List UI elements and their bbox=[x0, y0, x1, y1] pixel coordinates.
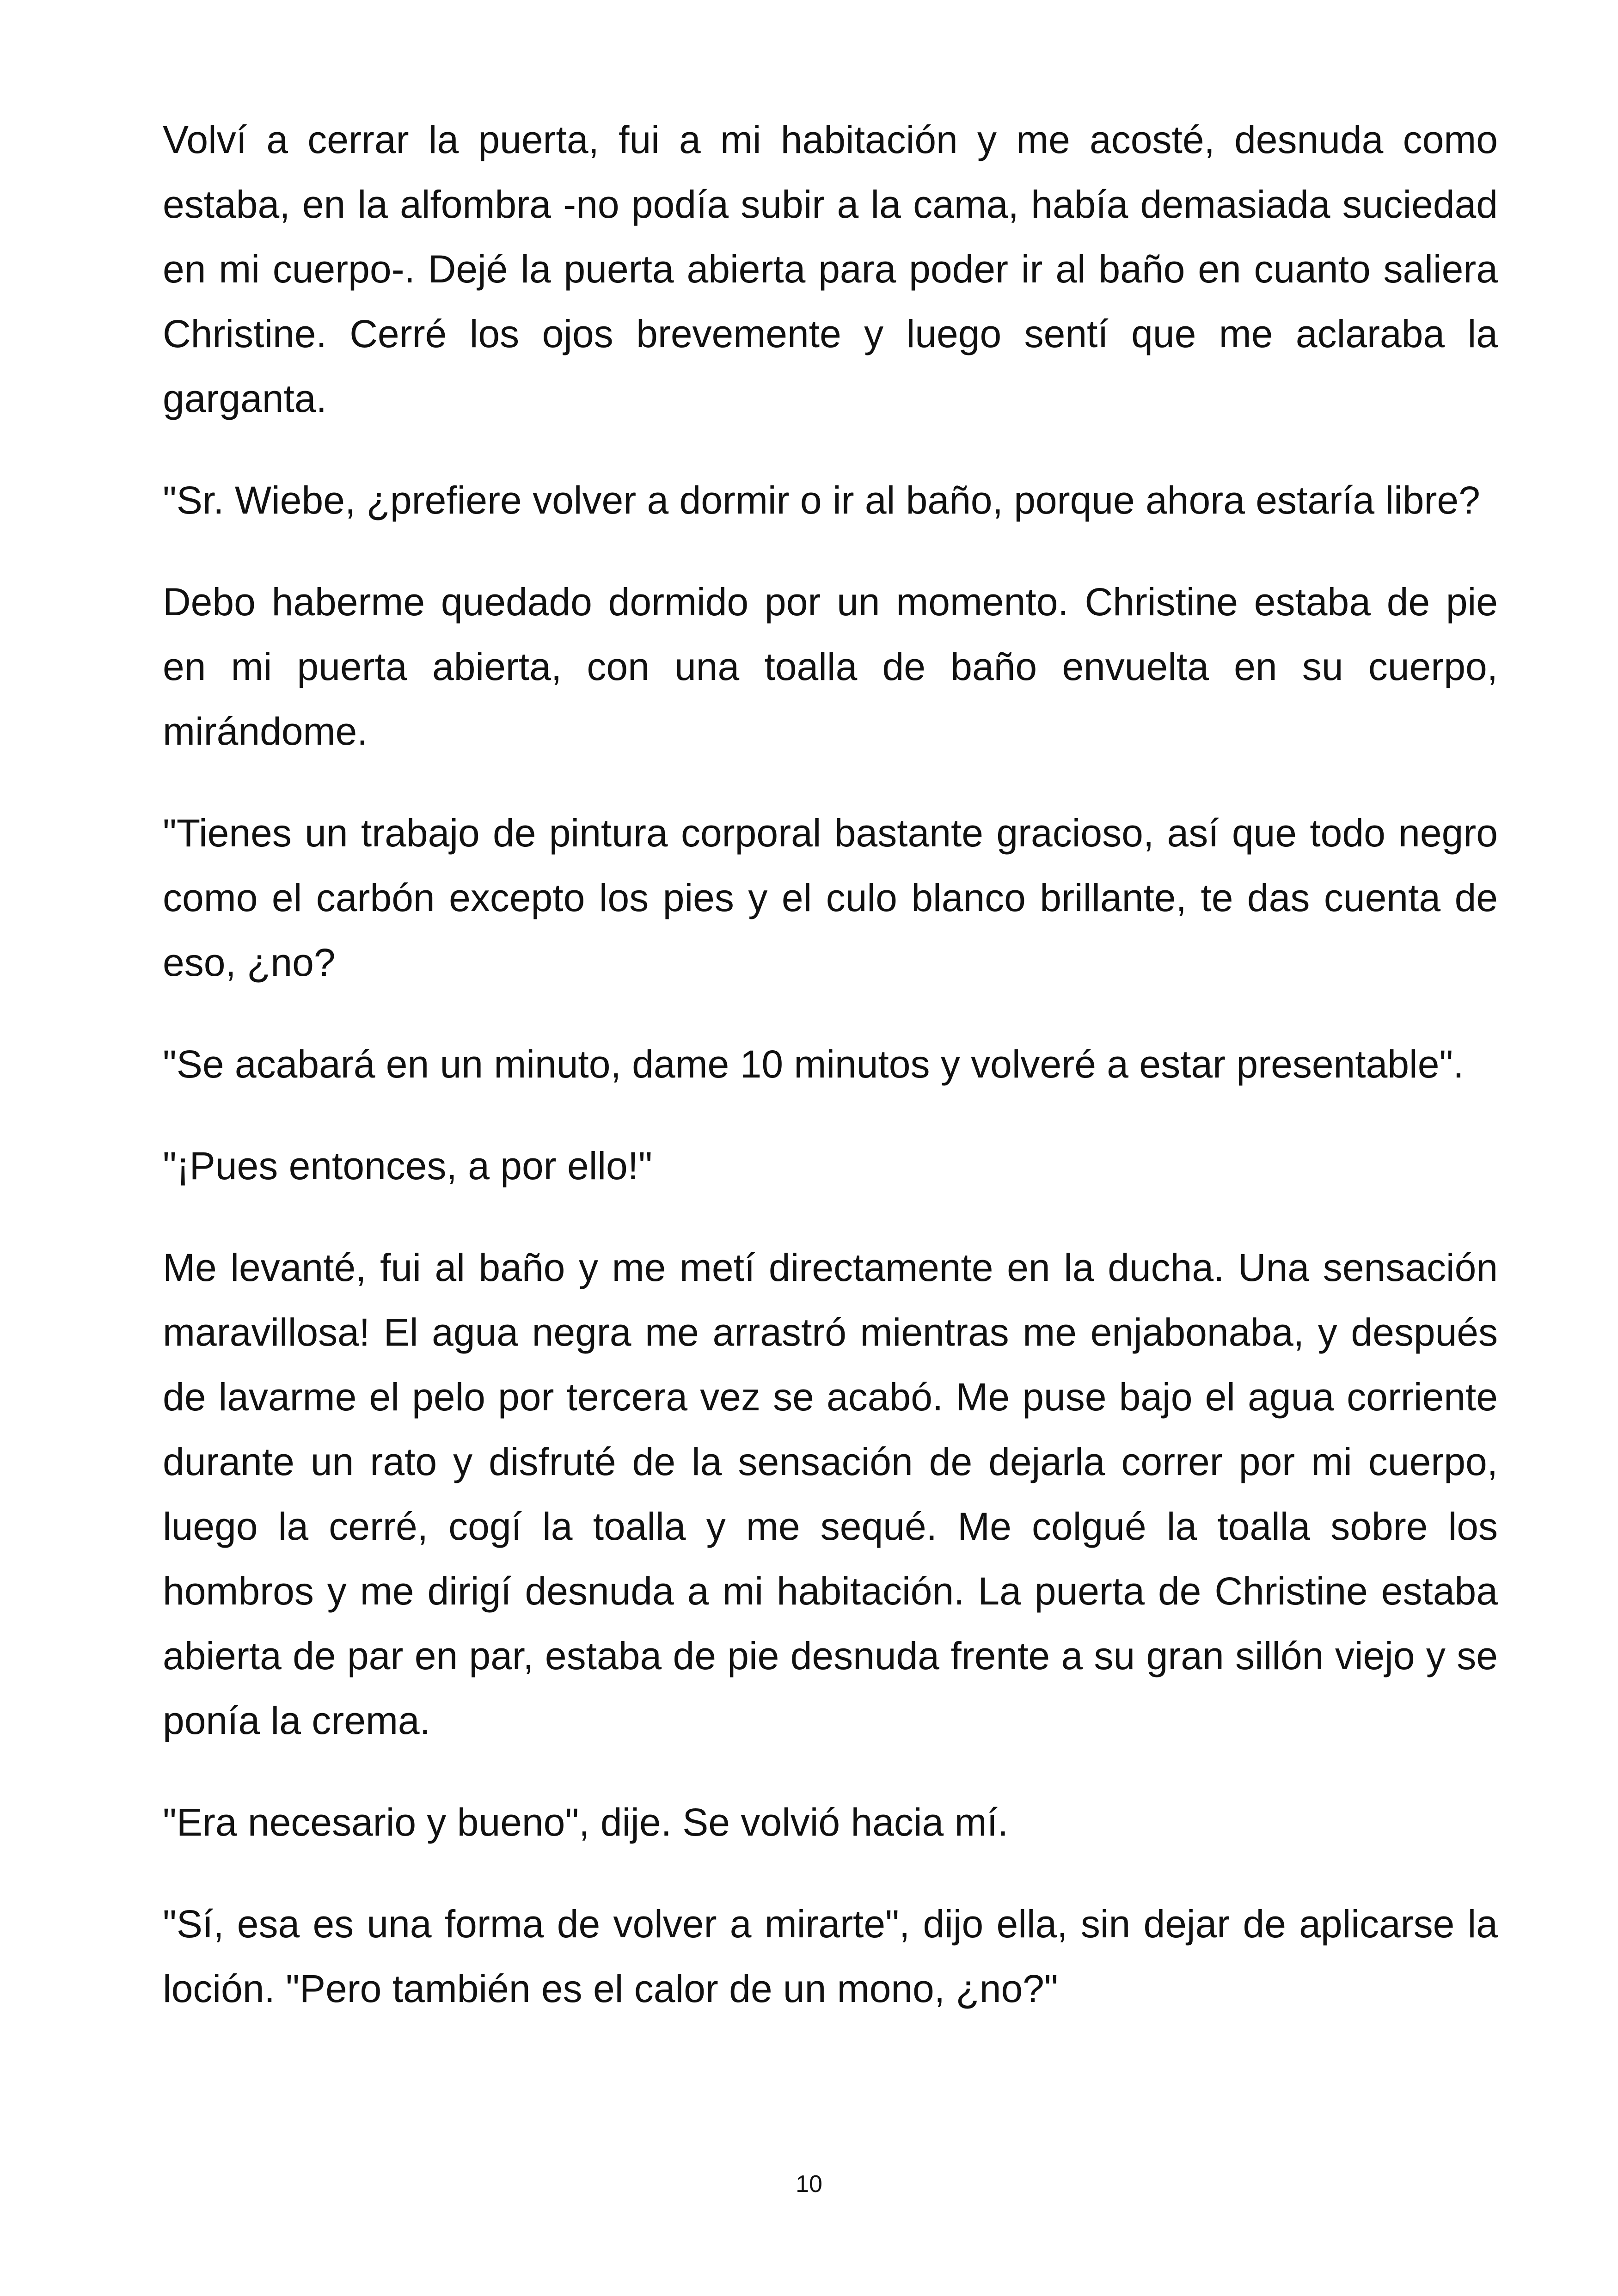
page-number: 10 bbox=[796, 2171, 822, 2198]
paragraph-3: Debo haberme quedado dormido por un momento. Christine estaba de pie en mi puerta abierta, con una toalla de baño envuelta en su cuerpo, mirándome. bbox=[163, 580, 1498, 753]
body-text bbox=[163, 107, 1498, 2021]
paragraph-7: Me levanté, fui al baño y me metí directamente en la ducha. Una sensación maravillosa! El agua negra me arrastró mientras me enjabonaba, y después de lavarme el pelo por tercera vez se acabó. Me puse bajo el agua corriente durante un rato y disfruté de la sensación de dejarla correr por mi cuerpo, luego la cerré, cogí la toalla y me sequé. Me colgué la toalla sobre los hombros y me dirigí desnuda a mi habitación. La puerta de Christine estaba abierta de par en par, estaba de pie desnuda frente a su gran sillón viejo y se ponía la crema. bbox=[163, 1246, 1498, 1742]
paragraph-2: "Sr. Wiebe, ¿prefiere volver a dormir o ir al baño, porque ahora estaría libre? bbox=[163, 478, 1480, 522]
paragraph-9: "Sí, esa es una forma de volver a mirarte", dijo ella, sin dejar de aplicarse la loción. "Pero también es el calor de un mono, ¿no?" bbox=[163, 1902, 1498, 2010]
paragraph-1: Volví a cerrar la puerta, fui a mi habitación y me acosté, desnuda como estaba, en la alfombra -no podía subir a la cama, había demasiada suciedad en mi cuerpo-. Dejé la puerta abierta para poder ir al baño en cuanto saliera Christine. Cerré los ojos brevemente y luego sentí que me aclaraba la garganta. bbox=[163, 118, 1498, 420]
paragraph-6: "¡Pues entonces, a por ello!" bbox=[163, 1144, 652, 1188]
paragraph-4: "Tienes un trabajo de pintura corporal bastante gracioso, así que todo negro como el carbón excepto los pies y el culo blanco brillante, te das cuenta de eso, ¿no? bbox=[163, 811, 1498, 984]
paragraph-8: "Era necesario y bueno", dije. Se volvió hacia mí. bbox=[163, 1800, 1009, 1844]
paragraph-5: "Se acabará en un minuto, dame 10 minutos y volveré a estar presentable". bbox=[163, 1042, 1464, 1086]
